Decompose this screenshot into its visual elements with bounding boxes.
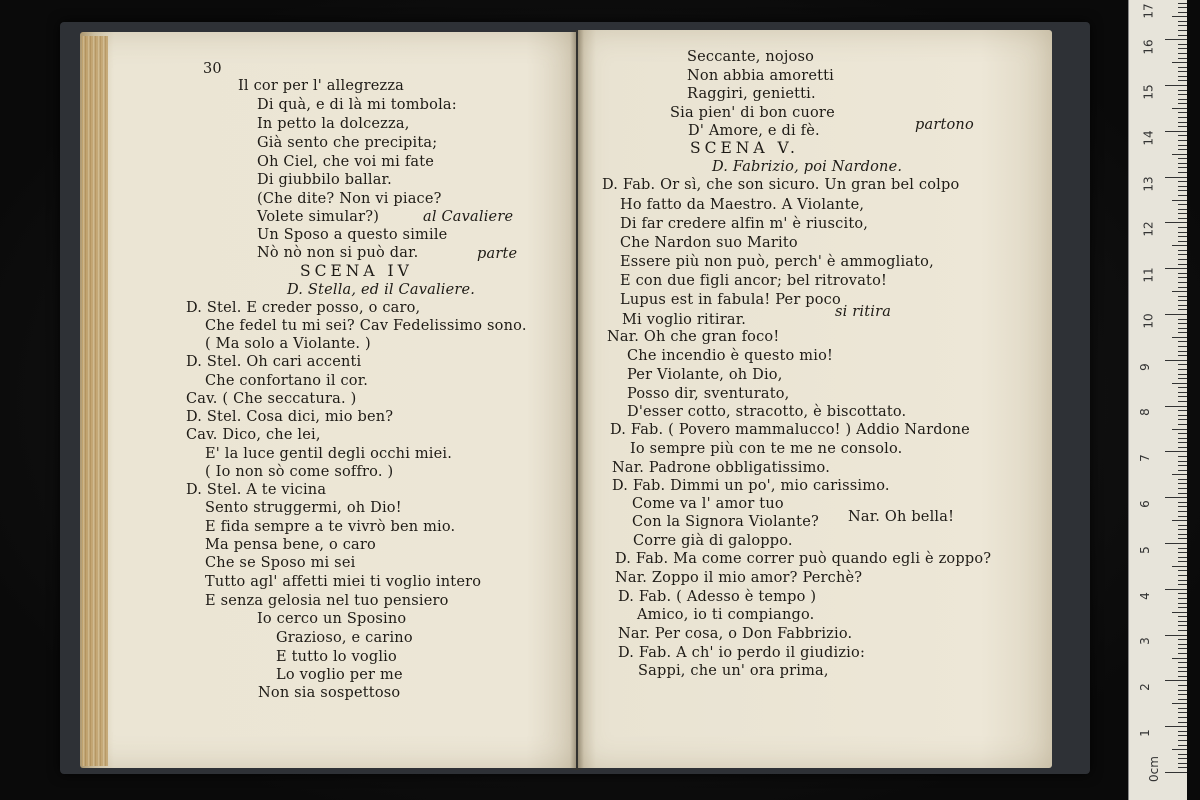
book-gutter [570,30,584,770]
ruler-tick [1178,94,1187,95]
scene-characters: D. Fabrizio, poi Nardone. [712,159,903,175]
ruler-tick [1178,241,1187,242]
ruler-tick [1172,291,1187,292]
ruler-number: 10 [1141,313,1156,329]
text-line: Non sia sospettoso [258,685,401,701]
ruler-tick [1178,140,1187,141]
ruler-tick [1178,195,1187,196]
ruler-tick [1178,488,1187,489]
ruler-tick [1178,396,1187,397]
stage-direction: si ritira [835,304,892,320]
ruler-tick [1178,369,1187,370]
ruler-tick [1178,374,1187,375]
ruler-tick [1178,122,1187,123]
ruler-tick [1178,731,1187,732]
ruler-tick [1165,131,1187,132]
ruler-tick [1178,204,1187,205]
ruler-number: 2 [1137,683,1152,691]
ruler-tick [1178,213,1187,214]
ruler-tick [1178,254,1187,255]
ruler-tick [1172,154,1187,155]
text-line: (Che dite? Non vi piace? [257,191,442,207]
ruler-tick [1178,309,1187,310]
ruler-tick [1178,621,1187,622]
ruler-tick [1178,470,1187,471]
ruler-tick [1178,415,1187,416]
ruler-tick [1165,726,1187,727]
ruler-tick [1178,662,1187,663]
ruler-tick [1178,593,1187,594]
text-line: Che Nardon suo Marito [620,235,798,251]
ruler-tick [1178,483,1187,484]
ruler-tick [1178,163,1187,164]
ruler-tick [1165,635,1187,636]
text-line: D. Stel. Cosa dici, mio ben? [186,409,394,425]
text-line: D' Amore, e di fè. [688,123,820,139]
ruler-tick [1165,222,1187,223]
ruler-tick [1178,7,1187,8]
ruler-tick [1165,177,1187,178]
ruler-tick [1178,323,1187,324]
ruler-tick [1178,12,1187,13]
ruler-tick [1178,479,1187,480]
ruler-tick [1178,584,1187,585]
ruler-tick [1172,566,1187,567]
ruler-tick [1178,44,1187,45]
text-line: Raggiri, genietti. [687,86,816,102]
text-line: Che fedel tu mi sei? Cav Fedelissimo sono. [205,318,527,334]
text-line: D. Fab. Or sì, che son sicuro. Un gran bel colpo [602,177,960,193]
ruler-tick [1178,630,1187,631]
ruler-tick [1178,67,1187,68]
ruler-tick [1178,328,1187,329]
text-line: Mi voglio ritirar. [622,312,747,328]
ruler-tick [1178,570,1187,571]
ruler-tick [1178,71,1187,72]
ruler-tick [1178,644,1187,645]
ruler-tick [1172,16,1187,17]
text-line: Io cerco un Sposino [257,611,407,627]
text-line: D. Stel. Oh cari accenti [186,354,362,370]
ruler-number: 13 [1141,176,1156,192]
ruler-tick [1178,767,1187,768]
ruler-tick [1165,589,1187,590]
ruler-tick [1178,90,1187,91]
text-line: D. Stel. A te vicina [186,482,327,498]
ruler-tick [1178,332,1187,333]
text-line: Lo voglio per me [276,667,403,683]
text-line: E senza gelosia nel tuo pensiero [205,593,449,609]
ruler-tick [1172,62,1187,63]
ruler-tick [1178,639,1187,640]
ruler-tick [1172,429,1187,430]
ruler-tick [1178,341,1187,342]
ruler-tick [1178,671,1187,672]
ruler-tick [1178,126,1187,127]
ruler-tick [1165,772,1187,773]
ruler-tick [1172,520,1187,521]
text-line: Nar. Zoppo il mio amor? Perchè? [615,570,863,586]
ruler-tick [1178,575,1187,576]
text-line: Che se Sposo mi sei [205,555,356,571]
ruler-tick [1172,658,1187,659]
text-line: D. Fab. Ma come correr può quando egli è zoppo? [615,551,992,567]
ruler-tick [1178,676,1187,677]
ruler-tick [1178,30,1187,31]
ruler-number: 16 [1141,39,1156,55]
ruler-tick [1172,749,1187,750]
text-line: Non abbia amoretti [687,68,834,84]
ruler-tick [1178,264,1187,265]
text-line: Nò nò non si può dar. [257,245,419,261]
ruler-tick [1178,561,1187,562]
ruler-tick [1178,502,1187,503]
ruler-tick [1178,516,1187,517]
ruler-tick [1178,158,1187,159]
ruler-tick [1178,273,1187,274]
ruler-tick [1178,694,1187,695]
ruler-number: 4 [1137,592,1152,600]
ruler-tick [1165,85,1187,86]
text-line: Nar. Per cosa, o Don Fabbrizio. [618,626,853,642]
ruler-tick [1178,167,1187,168]
measuring-ruler [1128,0,1187,800]
text-line: Nar. Oh bella! [848,509,955,525]
ruler-unit-label: 0cm [1146,756,1161,782]
text-line: ( Io non sò come soffro. ) [205,464,394,480]
ruler-tick [1178,209,1187,210]
ruler-tick [1178,603,1187,604]
ruler-tick [1178,557,1187,558]
ruler-tick [1178,35,1187,36]
ruler-tick [1178,232,1187,233]
stage-direction: parte [477,246,518,262]
ruler-tick [1178,145,1187,146]
ruler-tick [1178,305,1187,306]
ruler-tick [1165,543,1187,544]
ruler-tick [1178,548,1187,549]
ruler-number: 17 [1141,3,1156,19]
text-line: Con la Signora Violante? [632,514,819,530]
ruler-number: 5 [1137,546,1152,554]
ruler-tick [1178,76,1187,77]
ruler-tick [1178,282,1187,283]
ruler-tick [1178,186,1187,187]
text-line: Di far credere alfin m' è riuscito, [620,216,869,232]
ruler-tick [1178,58,1187,59]
text-line: D. Fab. ( Adesso è tempo ) [618,589,817,605]
ruler-tick [1178,277,1187,278]
text-line: Nar. Padrone obbligatissimo. [612,460,831,476]
ruler-tick [1178,53,1187,54]
ruler-tick [1178,625,1187,626]
text-line: D'esser cotto, stracotto, è biscottato. [627,404,907,420]
text-line: Nar. Oh che gran foco! [607,329,780,345]
ruler-tick [1178,717,1187,718]
ruler-tick [1178,511,1187,512]
ruler-tick [1178,763,1187,764]
ruler-tick [1178,355,1187,356]
ruler-tick [1178,754,1187,755]
text-line: D. Fab. Dimmi un po', mio carissimo. [612,478,890,494]
ruler-tick [1178,690,1187,691]
ruler-tick [1178,149,1187,150]
ruler-number: 12 [1141,221,1156,237]
text-line: In petto la dolcezza, [257,116,410,132]
ruler-tick [1172,383,1187,384]
ruler-tick [1178,525,1187,526]
ruler-tick [1178,25,1187,26]
ruler-tick [1178,442,1187,443]
text-line: Lupus est in fabula! Per poco [620,292,841,308]
ruler-tick [1178,529,1187,530]
ruler-tick [1178,648,1187,649]
ruler-tick [1178,48,1187,49]
text-line: D. Stel. E creder posso, o caro, [186,300,421,316]
text-line: Oh Ciel, che voi mi fate [257,154,435,170]
ruler-tick [1165,360,1187,361]
ruler-tick [1178,685,1187,686]
text-line: Già sento che precipita; [257,135,438,151]
ruler-tick [1178,227,1187,228]
ruler-tick [1178,465,1187,466]
ruler-tick [1172,612,1187,613]
text-line: Posso dir, sventurato, [627,386,790,402]
ruler-tick [1178,259,1187,260]
text-line: Il cor per l' allegrezza [238,78,405,94]
text-line: E tutto lo voglio [276,649,397,665]
ruler-number: 1 [1137,729,1152,737]
ruler-tick [1178,351,1187,352]
ruler-tick [1178,181,1187,182]
ruler-tick [1178,190,1187,191]
ruler-tick [1178,99,1187,100]
text-line: Seccante, nojoso [687,49,815,65]
ruler-number: 8 [1137,408,1152,416]
ruler-tick [1178,506,1187,507]
text-line: E fida sempre a te vivrò ben mio. [205,519,456,535]
text-line: E' la luce gentil degli occhi miei. [205,446,453,462]
ruler-tick [1178,616,1187,617]
ruler-tick [1178,438,1187,439]
text-line: Volete simular?) [257,209,380,225]
ruler-tick [1178,580,1187,581]
ruler-tick [1178,296,1187,297]
text-line: Essere più non può, perch' è ammogliato, [620,254,934,270]
ruler-tick [1178,722,1187,723]
text-line: Come va l' amor tuo [632,496,784,512]
ruler-tick [1172,337,1187,338]
ruler-tick [1178,3,1187,4]
ruler-number: 14 [1141,130,1156,146]
text-line: ( Ma solo a Violante. ) [205,336,371,352]
ruler-tick [1178,699,1187,700]
ruler-tick [1178,538,1187,539]
ruler-tick [1178,456,1187,457]
ruler-tick [1178,135,1187,136]
ruler-tick [1178,387,1187,388]
text-line: Che incendio è questo mio! [627,348,834,364]
ruler-tick [1178,712,1187,713]
ruler-tick [1178,447,1187,448]
ruler-tick [1178,218,1187,219]
ruler-tick [1178,364,1187,365]
ruler-tick [1178,740,1187,741]
ruler-tick [1178,117,1187,118]
ruler-tick [1178,300,1187,301]
ruler-tick [1178,21,1187,22]
text-line: Cav. Dico, che lei, [186,427,321,443]
ruler-tick [1178,433,1187,434]
ruler-number: 6 [1137,500,1152,508]
ruler-number: 7 [1137,454,1152,462]
page-edges [82,36,108,766]
ruler-tick [1178,172,1187,173]
text-line: D. Fab. A ch' io perdo il giudizio: [618,645,866,661]
text-line: Ho fatto da Maestro. A Violante, [620,197,865,213]
text-line: Tutto agl' affetti miei ti voglio intero [205,574,482,590]
text-line: Un Sposo a questo simile [257,227,448,243]
ruler-tick [1178,401,1187,402]
scene-characters: D. Stella, ed il Cavaliere. [287,282,476,298]
text-line: Di giubbilo ballar. [257,172,392,188]
ruler-tick [1178,319,1187,320]
ruler-tick [1178,653,1187,654]
ruler-tick [1178,236,1187,237]
ruler-tick [1165,39,1187,40]
text-line: Che confortano il cor. [205,373,369,389]
ruler-tick [1172,108,1187,109]
stage-direction: partono [915,117,974,133]
ruler-number: 9 [1137,363,1152,371]
ruler-tick [1178,103,1187,104]
ruler-tick [1178,392,1187,393]
ruler-tick [1172,474,1187,475]
text-line: Ma pensa bene, o caro [205,537,376,553]
text-line: D. Fab. ( Povero mammalucco! ) Addio Nardone [610,422,970,438]
stage-direction: al Cavaliere [423,209,514,225]
ruler-tick [1178,534,1187,535]
text-line: E con due figli ancor; bel ritrovato! [620,273,888,289]
scene-heading: SCENA IV [300,262,413,280]
text-line: Io sempre più con te me ne consolo. [630,441,903,457]
ruler-tick [1172,703,1187,704]
ruler-number: 15 [1141,84,1156,100]
ruler-tick [1165,451,1187,452]
ruler-tick [1165,680,1187,681]
page-number: 30 [203,61,222,77]
ruler-tick [1172,200,1187,201]
ruler-tick [1178,424,1187,425]
ruler-tick [1172,245,1187,246]
ruler-tick [1178,735,1187,736]
text-line: Sappi, che un' ora prima, [638,663,829,679]
ruler-tick [1178,250,1187,251]
scene-heading: SCENA V. [690,139,799,157]
text-line: Cav. ( Che seccatura. ) [186,391,357,407]
ruler-tick [1178,419,1187,420]
text-line: Di quà, e di là mi tombola: [257,97,457,113]
ruler-tick [1165,406,1187,407]
ruler-tick [1178,493,1187,494]
ruler-tick [1165,497,1187,498]
ruler-tick [1178,667,1187,668]
ruler-tick [1178,461,1187,462]
text-line: Amico, io ti compiango. [637,607,815,623]
ruler-tick [1178,410,1187,411]
text-line: Sento struggermi, oh Dio! [205,500,402,516]
ruler-number: 3 [1137,637,1152,645]
ruler-tick [1178,758,1187,759]
ruler-number: 11 [1141,267,1156,283]
ruler-tick [1178,552,1187,553]
text-line: Corre già di galoppo. [633,533,793,549]
ruler-tick [1178,112,1187,113]
ruler-tick [1178,745,1187,746]
ruler-tick [1165,314,1187,315]
text-line: Grazioso, e carino [276,630,413,646]
ruler-tick [1178,607,1187,608]
ruler-tick [1178,708,1187,709]
ruler-tick [1178,287,1187,288]
ruler-tick [1178,378,1187,379]
ruler-tick [1178,80,1187,81]
ruler-tick [1178,598,1187,599]
ruler-tick [1165,268,1187,269]
ruler-tick [1178,346,1187,347]
text-line: Per Violante, oh Dio, [627,367,783,383]
text-line: Sia pien' di bon cuore [670,105,835,121]
